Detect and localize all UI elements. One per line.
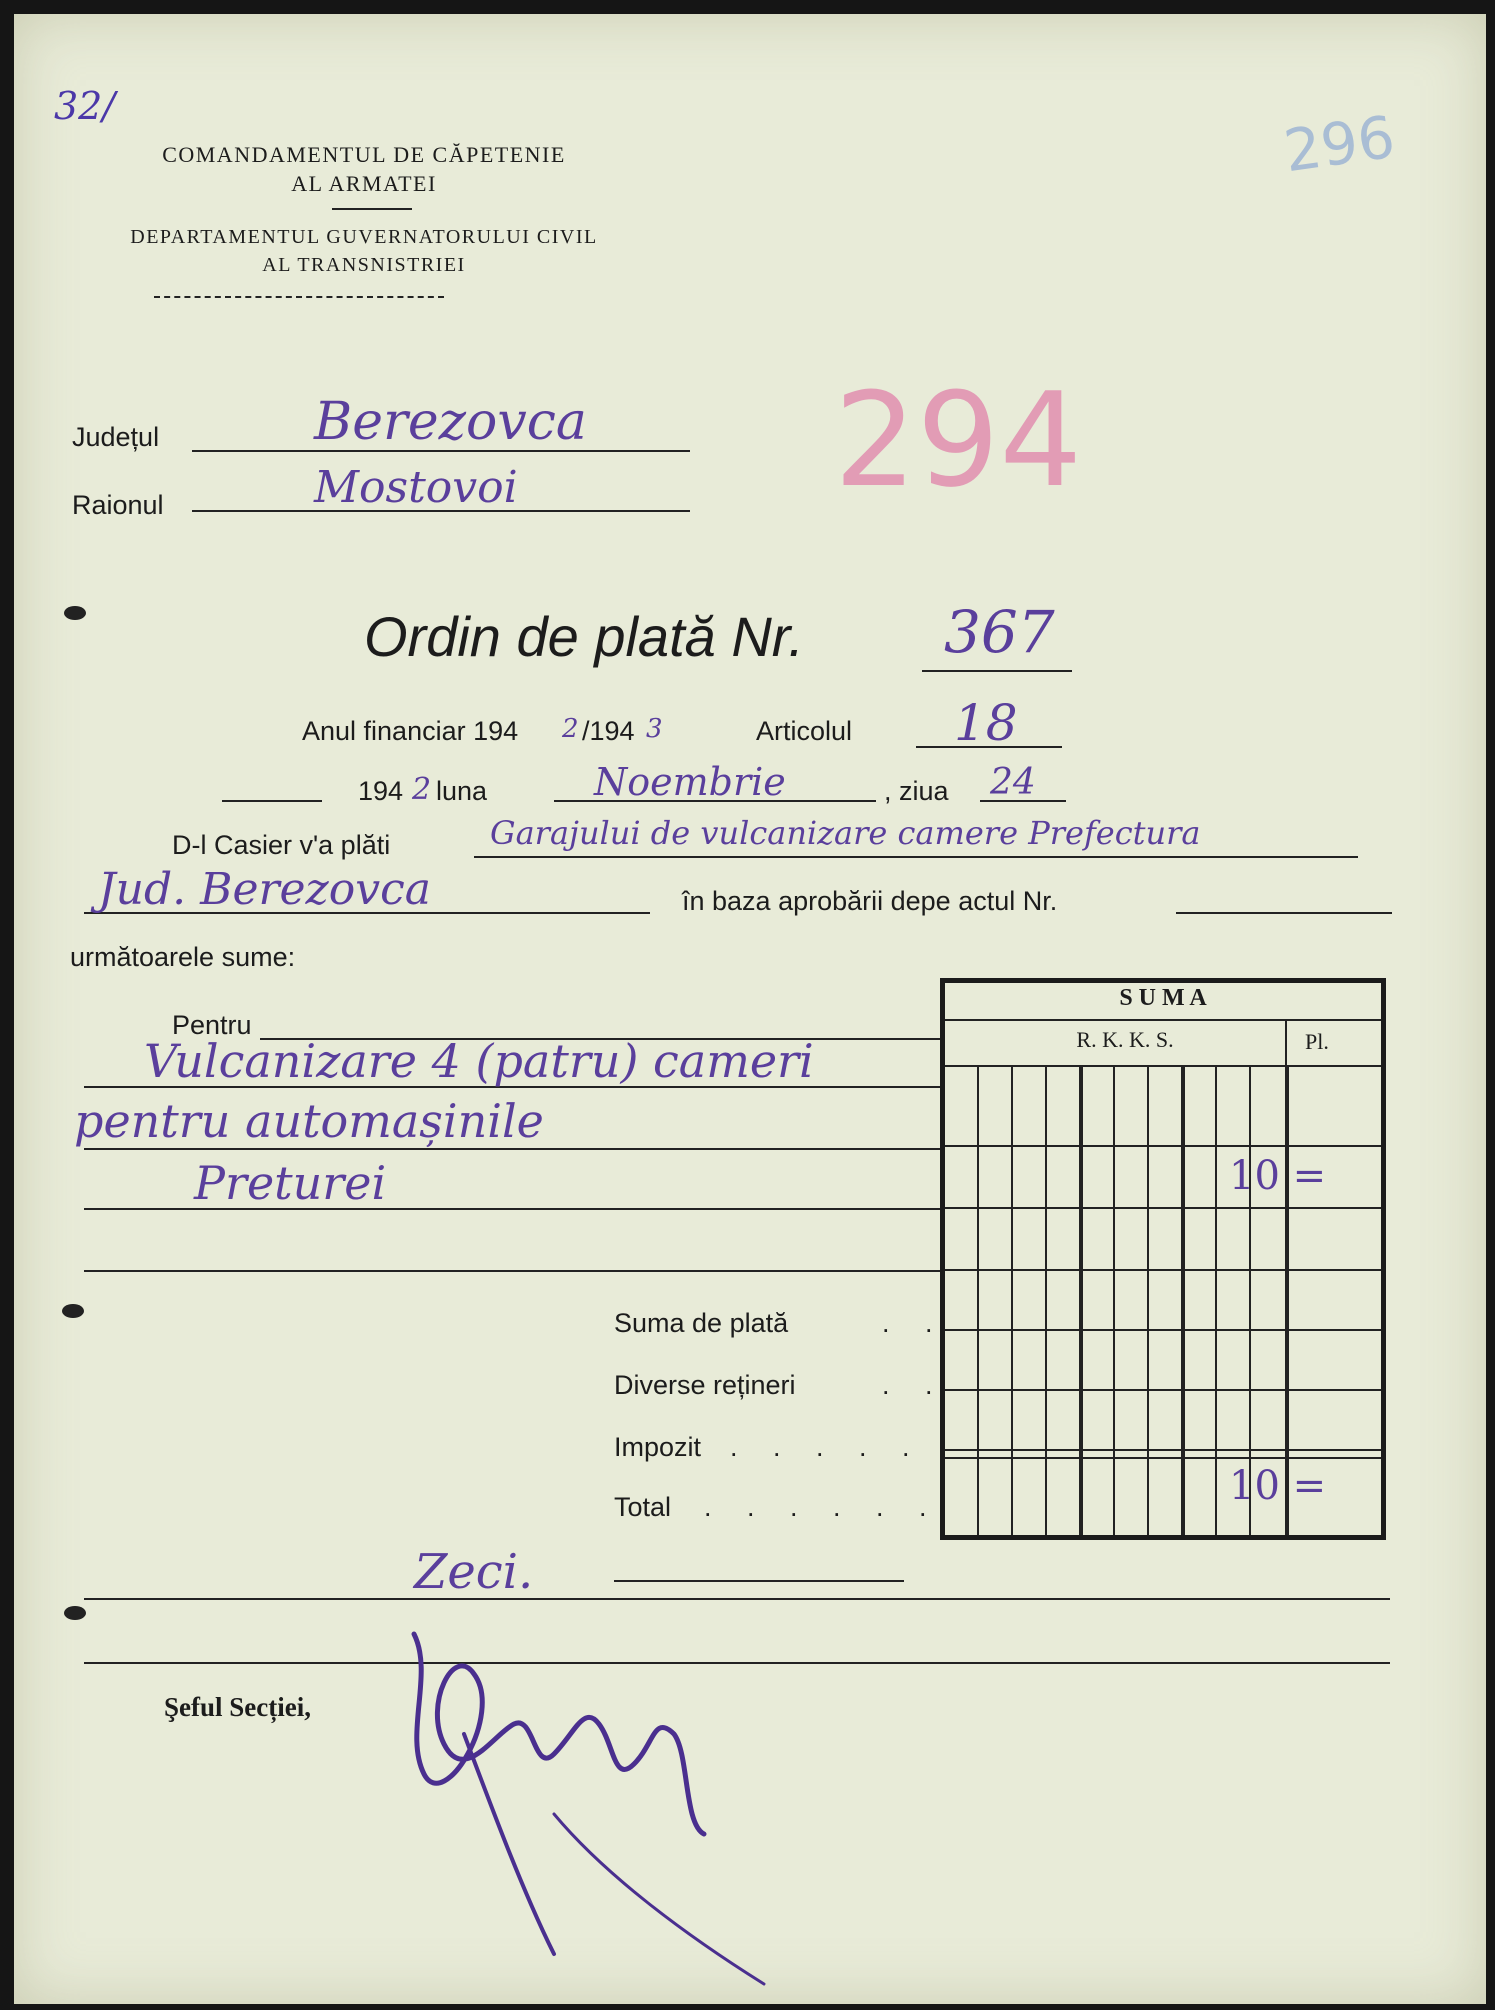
amount-line-1 [84, 1598, 1390, 1600]
date-day-line [222, 800, 322, 802]
description-value-2: pentru automașinile [74, 1094, 544, 1148]
judet-label: Județul [72, 422, 160, 452]
title-number-line [922, 670, 1072, 672]
row-line [945, 1269, 1381, 1271]
column-line [1215, 1065, 1217, 1535]
description-line-4 [84, 1270, 942, 1272]
red-pencil-number: 294 [834, 364, 1083, 516]
header-line-1: COMANDAMENTUL DE CĂPETENIE [162, 142, 566, 167]
fiscal-year-value-1: 2 [562, 714, 579, 744]
suma-header-divider [945, 1019, 1381, 1021]
diverse-dots: . . [882, 1370, 947, 1400]
column-line [1011, 1065, 1013, 1535]
total-dots: . . . . . . [704, 1492, 941, 1522]
fiscal-year-separator: /194 [582, 716, 635, 746]
handwritten-signature [384, 1614, 824, 1994]
document-page [14, 14, 1486, 2004]
total-amount: 10 = [1229, 1463, 1327, 1509]
articol-label: Articolul [756, 716, 853, 746]
aprobare-line [1176, 912, 1392, 914]
amount-words-underline [614, 1580, 904, 1582]
pl-divider-top [1285, 1019, 1287, 1065]
payee-line-1 [474, 856, 1358, 858]
punch-hole [62, 1304, 84, 1318]
header-divider [332, 208, 412, 210]
punch-hole [64, 1606, 86, 1620]
description-value-3: Preturei [194, 1156, 387, 1210]
luna-value: Noembrie [594, 760, 786, 804]
total-label: Total [614, 1492, 672, 1522]
column-line [1147, 1065, 1149, 1535]
header-line-3: DEPARTAMENTUL GUVERNATORULUI CIVIL [130, 226, 598, 248]
raion-label: Raionul [72, 490, 164, 520]
document-number: 367 [944, 598, 1055, 666]
suma-de-plata-label: Suma de plată [614, 1308, 789, 1338]
aprobare-label: în baza aprobării depe actul Nr. [682, 886, 1058, 916]
fiscal-year-label: Anul financiar 194 [302, 716, 519, 746]
sef-sectie-label: Şeful Secției, [164, 1692, 311, 1722]
column-line [1045, 1065, 1047, 1535]
description-value-1: Vulcanizare 4 (patru) cameri [144, 1034, 814, 1088]
diverse-label: Diverse rețineri [614, 1370, 796, 1400]
row-line [945, 1207, 1381, 1209]
pl-header: Pl. [1305, 1029, 1329, 1054]
pentru-label: Pentru [172, 1010, 252, 1040]
suma-table [940, 978, 1386, 1540]
row-line [945, 1449, 1381, 1451]
column-line [1113, 1065, 1115, 1535]
articol-value: 18 [954, 694, 1018, 752]
archive-number-top-left: 32/ [54, 84, 116, 128]
suma-de-plata-dots: . . [882, 1308, 947, 1338]
row-line [945, 1457, 1381, 1459]
row-line [945, 1329, 1381, 1331]
row-amount: 10 = [1229, 1153, 1327, 1199]
punch-hole [64, 606, 86, 620]
fiscal-year-value-2: 3 [646, 714, 663, 744]
sums-label: următoarele sume: [70, 942, 296, 972]
casier-label: D-l Casier v'a plăti [172, 830, 391, 860]
header-line-4: AL TRANSNISTRIEI [262, 254, 466, 276]
payee-value-2: Jud. Berezovca [98, 864, 431, 915]
description-line-2 [84, 1148, 942, 1150]
column-line [1181, 1065, 1185, 1535]
amount-in-words: Zeci. [414, 1544, 534, 1600]
header-line-2: AL ARMATEI [291, 171, 437, 196]
column-line [1079, 1065, 1083, 1535]
row-line [945, 1389, 1381, 1391]
document-title: Ordin de plată Nr. [364, 605, 804, 668]
payee-value-1: Garajului de vulcanizare camere Prefectura [490, 814, 1201, 852]
ziua-value: 24 [990, 762, 1036, 803]
ziua-label: , ziua [884, 776, 949, 806]
row-line [945, 1145, 1381, 1147]
date-year-value: 2 [412, 772, 432, 807]
archive-number-top-right: 296 [1279, 102, 1399, 186]
impozit-label: Impozit [614, 1432, 702, 1462]
raion-value: Mostovoi [314, 462, 518, 513]
impozit-dots: . . . . . [730, 1432, 924, 1462]
suma-header: S U M A [1119, 985, 1207, 1011]
header-underline [154, 296, 444, 298]
luna-label: luna [436, 776, 488, 806]
date-year-prefix: 194 [358, 776, 404, 806]
rkks-header: R. K. K. S. [1076, 1027, 1174, 1052]
column-line [977, 1065, 979, 1535]
judet-value: Berezovca [314, 392, 587, 452]
